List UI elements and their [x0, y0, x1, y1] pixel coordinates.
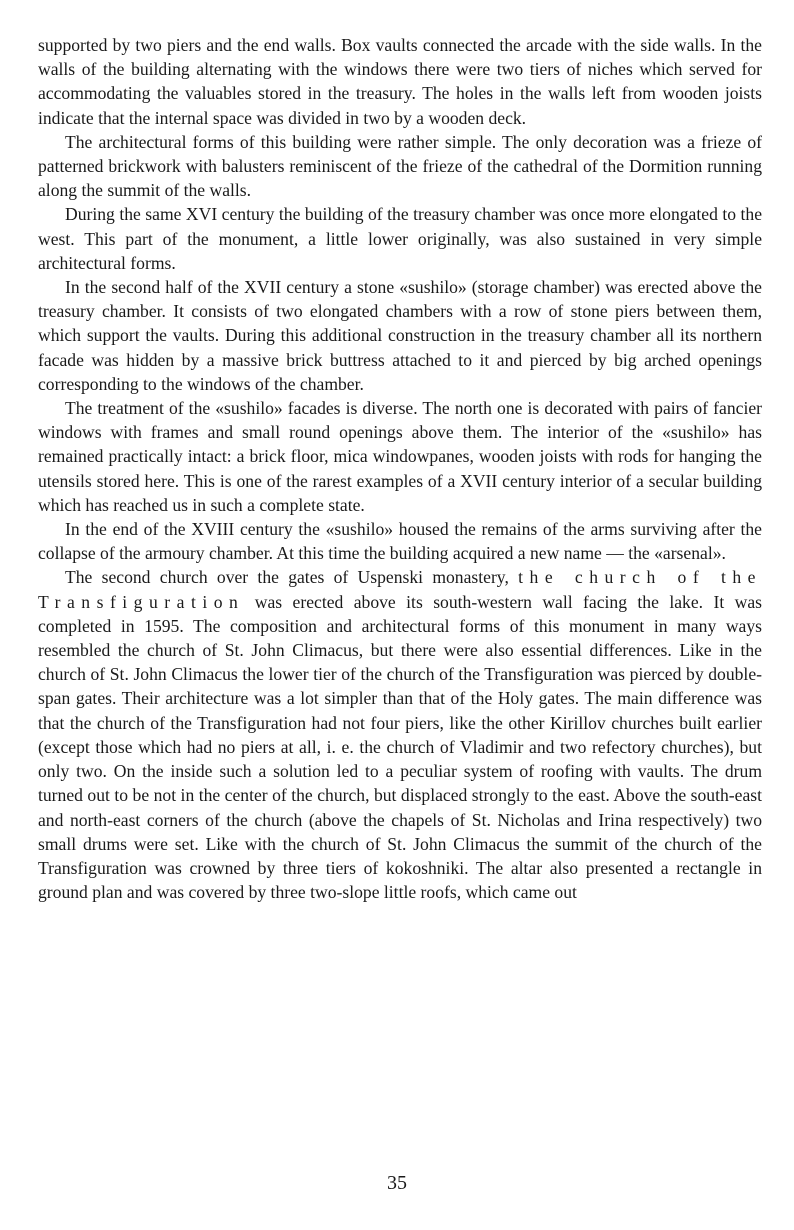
paragraph-arsenal: In the end of the XVIII century the «sushilo» housed the remains of the arms surviving after the collapse of the armoury chamber. At this time the building acquired a new name — the «arsenal». [38, 519, 762, 564]
spaced-emphasis-church-name: the church of the Transfiguration [38, 567, 762, 612]
paragraph-sushilo-facades: The treatment of the «sushilo» facades is diverse. The north one is decorated with pairs of fancier windows with frames and small round openings above them. The interior of the «sushilo» has remained practically intact: a brick floor, mica windowpanes, wooden joists with rods for hanging the utensils stored here. This is one of the rarest examples of a XVII century interior of a secular building which has reached us in such a complete state. [38, 398, 762, 515]
page-body [38, 33, 762, 904]
paragraph-xvi-century-elongation: During the same XVI century the building of the treasury chamber was once more elongated to the west. This part of the monument, a little lower originally, was also sustained in very simple architectural forms. [38, 204, 762, 273]
paragraph-sushilo-construction: In the second half of the XVII century a stone «sushilo» (storage chamber) was erected above the treasury chamber. It consists of two elongated chambers with a row of stone piers between them, which support the vaults. During this additional construction in the treasury chamber all its northern facade was hidden by a massive brick buttress attached to it and pierced by big arched openings corresponding to the windows of the chamber. [38, 277, 762, 394]
paragraph-continuation: supported by two piers and the end walls. Box vaults connected the arcade with the side walls. In the walls of the building alternating with the windows there were two tiers of niches which served for accommodating the valuables stored in the treasury. The holes in the walls left from wooden joists indicate that the internal space was divided in two by a wooden deck. [38, 35, 762, 128]
paragraph-transfiguration-church [38, 565, 762, 904]
paragraph-text-before: The second church over the gates of Uspenski monastery, [65, 567, 519, 588]
paragraph-architectural-forms: The architectural forms of this building were rather simple. The only decoration was a frieze of patterned brickwork with balusters reminiscent of the frieze of the cathedral of the Dormition running along the summit of the walls. [38, 131, 762, 201]
page-number: 35 [387, 1172, 407, 1194]
paragraph-text-after: was erected above its south-western wall facing the lake. It was completed in 1595. The composition and architectural forms of this monument in many ways resembled the church of St. John Climacus, but there were also essential differences. Like in the church of St. John Climacus the lower tier of the church of the Transfiguration was pierced by double-span gates. Their architecture was a lot simpler than that of the Holy gates. The main difference was that the church of the Transfiguration had not four piers, like the other Kirillov churches built earlier (except those which had no piers at all, i. e. the church of Vladimir and two refectory churches), but only two. On the inside such a solution led to a peculiar system of roofing with vaults. The drum turned out to be not in the center of the church, but displaced strongly to the east. Above the south-east and north-east corners of the church (above the chapels of St. Nicholas and Irina respectively) two small drums were set. Like with the church of St. John Climacus the summit of the church of the Transfiguration was crowned by three tiers of kokoshniki. The altar also presented a rectangle in ground plan and was covered by three two-slope little roofs, which came out [38, 591, 762, 903]
